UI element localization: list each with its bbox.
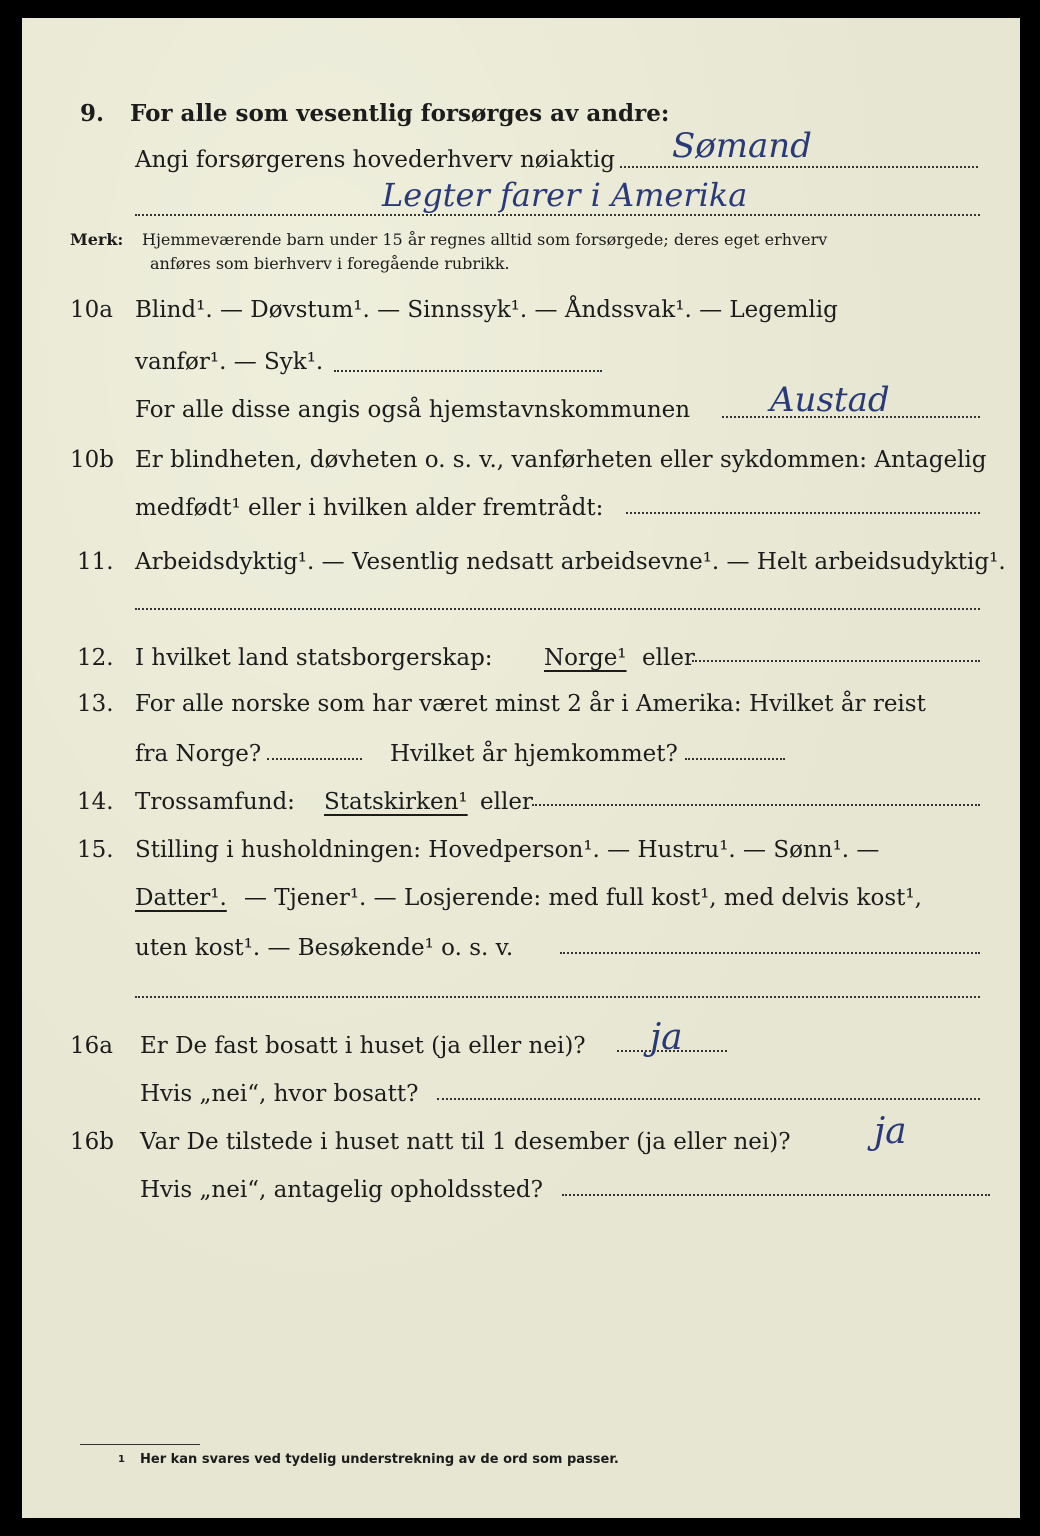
q9-line1: For alle som vesentlig forsørges av andre: [130,100,670,127]
q15-line3: uten kost¹. — Besøkende¹ o. s. v. [135,935,514,961]
q13-line2b: Hvilket år hjemkommet? [390,741,678,767]
q12-post: eller [642,645,695,671]
merk-line2: anføres som bierhverv i foregående rubrikk. [150,254,510,273]
q10a-line3: For alle disse angis også hjemstavnskommunen [135,397,691,423]
q14-pre: Trossamfund: [135,789,295,815]
q13-reist-line [267,758,362,760]
merk-line1: Hjemmeværende barn under 15 år regnes alltid som forsørgede; deres eget erhverv [142,230,828,249]
q16a-line1: Er De fast bosatt i huset (ja eller nei)? [140,1033,586,1059]
footnote-mark: 1 [118,1454,125,1465]
q10a-syk-line [334,370,602,372]
q16b-number: 16b [70,1129,114,1155]
q16a-handwritten-answer: ja [650,1017,683,1058]
q14-answer-line [532,804,980,806]
q15-line2-rest: — Tjener¹. — Losjerende: med full kost¹, med delvis kost¹, [244,885,922,911]
q15-number: 15. [77,837,114,863]
q10b-number: 10b [70,447,114,473]
footnote-text: Her kan svares ved tydelig understrekning av de ord som passer. [140,1452,619,1467]
census-form-page [22,18,1020,1518]
q11-answer-line [135,608,980,610]
q12-number: 12. [77,645,114,671]
q9-handwritten-answer1: Sømand [672,126,812,166]
q10a-number: 10a [70,297,113,323]
q13-hjemkommet-line [685,758,785,760]
q16b-opholdssted-line [562,1194,990,1196]
q15-line1: Stilling i husholdningen: Hovedperson¹. — Hustru¹. — Sønn¹. — [135,837,880,863]
q16b-line2: Hvis „nei“, antagelig opholdssted? [140,1177,543,1203]
q15-answer-line1 [560,952,980,954]
q11-number: 11. [77,549,114,575]
q9-number: 9. [80,100,105,127]
q13-number: 13. [77,691,114,717]
q10a-line2: vanfør¹. — Syk¹. [135,349,324,375]
q16b-line1: Var De tilstede i huset natt til 1 desember (ja eller nei)? [140,1129,791,1155]
q16a-number: 16a [70,1033,113,1059]
q10a-line1: Blind¹. — Døvstum¹. — Sinnssyk¹. — Åndssvak¹. — Legemlig [135,297,838,323]
q15-underlined-datter: Datter¹. [135,885,227,911]
footnote-rule [80,1444,200,1445]
q14-post: eller [480,789,533,815]
q16a-line2: Hvis „nei“, hvor bosatt? [140,1081,419,1107]
q11-line1: Arbeidsdyktig¹. — Vesentlig nedsatt arbeidsevne¹. — Helt arbeidsudyktig¹. [135,549,1006,575]
q16a-bosatt-line [437,1098,980,1100]
q12-pre: I hvilket land statsborgerskap: [135,645,493,671]
q14-underlined-statskirken: Statskirken¹ [324,789,468,815]
q10b-answer-line [626,512,980,514]
q10a-handwritten-answer: Austad [770,380,890,420]
q12-answer-line [692,660,980,662]
q9-handwritten-answer2: Legter farer i Amerika [382,176,748,214]
q14-number: 14. [77,789,114,815]
q13-line1: For alle norske som har været minst 2 år i Amerika: Hvilket år reist [135,691,926,717]
q15-answer-line2 [135,996,980,998]
q13-line2a: fra Norge? [135,741,262,767]
q9-answer-line1 [620,166,978,168]
q16b-handwritten-answer: ja [874,1111,907,1152]
merk-label: Merk: [70,230,124,249]
q10b-line2: medfødt¹ eller i hvilken alder fremtrådt: [135,495,604,521]
q9-line2: Angi forsørgerens hovederhverv nøiaktig [135,147,615,173]
q10b-line1: Er blindheten, døvheten o. s. v., vanførheten eller sykdommen: Antagelig [135,447,987,473]
q12-underlined-norge: Norge¹ [544,645,627,671]
